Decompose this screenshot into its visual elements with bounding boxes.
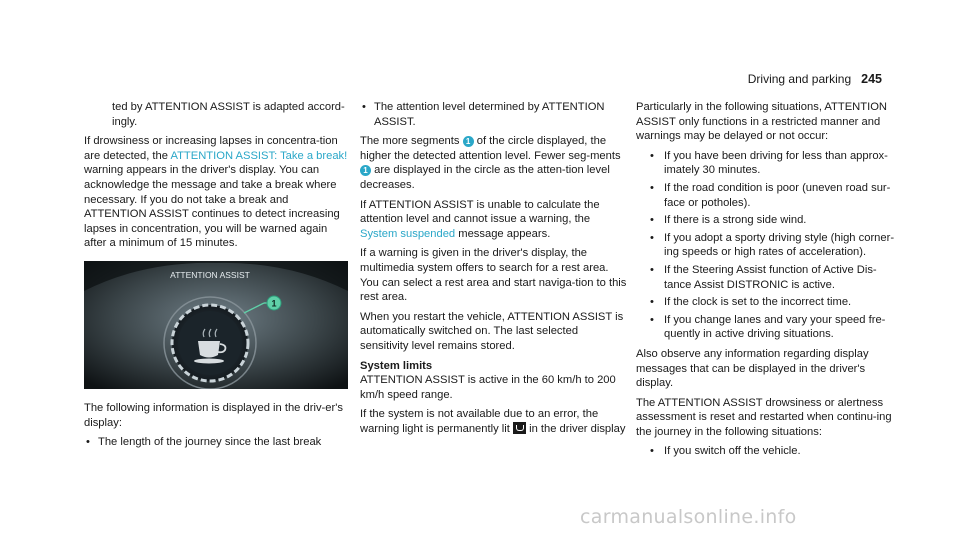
column-2 [360, 100, 628, 441]
text-fragment: The more segments [360, 135, 463, 148]
restrictions-list [636, 149, 898, 342]
figure-title: ATTENTION ASSIST [170, 269, 250, 280]
drowsiness-paragraph [84, 134, 352, 251]
text-fragment: are displayed in the circle as the atten-tion level decreases. [360, 164, 610, 191]
list-item: • If the clock is set to the incorrect time. [636, 295, 898, 310]
take-a-break-message-link[interactable]: ATTENTION ASSIST: Take a break! [170, 149, 348, 162]
text-fragment: If the system is not available due to an error, the warning light is permanently lit [360, 408, 599, 435]
list-item: • If the Steering Assist function of Active Dis-tance Assist DISTRONIC is active. [636, 263, 898, 292]
column-3 [636, 100, 898, 464]
attention-assist-display-image [84, 261, 348, 389]
observe-info-paragraph: Also observe any information regarding display messages that can be displayed in the driver's display. [636, 347, 869, 390]
attention-assist-warning-icon [513, 422, 526, 434]
reset-paragraph: The ATTENTION ASSIST drowsiness or alertness assessment is reset and restarted when continu-ing the journey in the following situations: [636, 396, 892, 438]
page-header [748, 72, 882, 86]
restrictions-paragraph: Particularly in the following situations, ATTENTION ASSIST only functions in a restricted manner and warnings may be delayed or not occur: [636, 101, 887, 143]
speed-range-paragraph: ATTENTION ASSIST is active in the 60 km/h to 200 km/h speed range. [360, 374, 616, 401]
segment-callout-badge: 1 [463, 136, 474, 147]
list-item: • The attention level determined by ATTENTION ASSIST. [360, 100, 628, 129]
section-title: Driving and parking [747, 72, 852, 86]
intro-text: ted by ATTENTION ASSIST is adapted accord-ingly. [112, 101, 345, 128]
text-fragment: If ATTENTION ASSIST is unable to calculate the attention level and cannot issue a warning, the [360, 198, 600, 226]
suspended-paragraph [360, 198, 628, 242]
text-fragment: warning appears in the driver's display. You can acknowledge the message and take a break where necessary. If you do not take a break and ATTENTION ASSIST continues to detect increasing lapses in concentration, you will be warned again after a minimum of 15 minutes. [84, 164, 340, 250]
list-item: • If you adopt a sporty driving style (high corner-ing speeds or high rates of acceleration). [636, 231, 898, 260]
list-item: • If you change lanes and vary your speed fre-quently in active driving situations. [636, 313, 898, 342]
list-item: • If you switch off the vehicle. [636, 444, 898, 459]
rest-area-paragraph: If a warning is given in the driver's display, the multimedia system offers to search for a rest area. You can select a rest area and start naviga-tion to this rest area. [360, 247, 627, 304]
list-item: • If there is a strong side wind. [636, 213, 898, 228]
restart-paragraph: When you restart the vehicle, ATTENTION ASSIST is automatically switched on. The last selected sensitivity level remains stored. [360, 310, 624, 352]
watermark: carmanualsonline.info [580, 506, 797, 528]
segment-callout-badge: 1 [360, 165, 371, 176]
text-fragment: If drowsiness or increasing lapses in concentra-tion are detected, the [84, 135, 338, 162]
text-fragment: message appears. [455, 227, 551, 240]
callout-number: 1 [271, 298, 277, 309]
attention-assist-display-figure [84, 261, 348, 389]
page-number: 245 [861, 72, 882, 86]
text-fragment: in the driver display [525, 422, 626, 435]
list-item: • The length of the journey since the last break [84, 435, 352, 450]
error-paragraph [360, 407, 628, 436]
list-item: • If the road condition is poor (uneven road sur-face or potholes). [636, 181, 898, 210]
text-fragment: of the circle displayed, the higher the detected attention level. Fewer seg-ments [360, 135, 621, 162]
segments-paragraph [360, 134, 628, 192]
system-limits-heading: System limits [360, 359, 433, 372]
reset-conditions-list [636, 444, 898, 459]
column-1 [84, 100, 352, 455]
display-info-paragraph: The following information is displayed in the driv-er's display: [84, 401, 343, 429]
list-item: • If you have been driving for less than approx-imately 30 minutes. [636, 149, 898, 178]
attention-level-list [360, 100, 628, 129]
system-suspended-message-link[interactable]: System suspended [360, 227, 456, 240]
display-info-list [84, 435, 352, 450]
